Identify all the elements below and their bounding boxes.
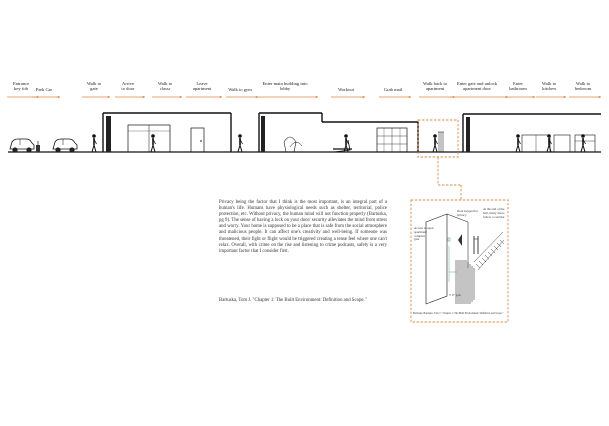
gate-icon <box>438 132 444 152</box>
timeline-step-label: Walk to bedroom <box>574 81 592 92</box>
person-figure-icon <box>92 134 97 152</box>
note-corridor: At the end of the hall, many doors follow a corridor <box>483 207 505 219</box>
timeline-step-label: Park Car <box>35 87 53 92</box>
apartment-interior <box>463 114 601 152</box>
timeline-step-label: Walk to gym <box>228 87 252 92</box>
timeline-step-label: Entrance key fob <box>12 81 30 92</box>
timeline-step-label: Walk to classr <box>157 81 173 92</box>
timeline-arrow-head <box>409 96 411 99</box>
timeline-step-label: Walk back to apartment <box>422 81 448 92</box>
timeline-arrow-head <box>564 96 566 99</box>
timeline-arrow-head <box>533 96 535 99</box>
person-figure-icon <box>547 134 552 152</box>
timeline-arrow-head <box>599 96 601 99</box>
note-gate-height: 5' 6" gate <box>449 293 461 297</box>
timeline-arrow-head <box>363 96 365 99</box>
timeline-step-label: Workout <box>338 87 354 92</box>
car-2-icon <box>53 139 77 153</box>
person-figure-icon <box>581 134 586 152</box>
timeline-step-label: Walk to gate <box>86 81 102 92</box>
car-1-icon <box>10 139 34 153</box>
timeline-step-label: Arrive to door <box>121 81 135 92</box>
timeline-step-label: Enter bathroom <box>509 81 527 92</box>
treadmill-icon <box>333 140 352 152</box>
callout-connector <box>411 120 508 322</box>
gate-detail-drawing <box>426 214 504 304</box>
timeline-step-label: Grab mail <box>383 87 403 92</box>
person-figure-icon <box>238 134 243 152</box>
timeline-arrow-head <box>143 96 145 99</box>
timeline-step-label: Enter gate and unlock apartment door <box>456 81 498 92</box>
timeline-arrow-head <box>58 96 60 99</box>
timeline-step-label: Enter main building into lobby <box>262 81 308 92</box>
note-gate-access: Access to upon apartment complex gate <box>414 226 434 242</box>
person-figure-icon <box>151 134 156 152</box>
timeline-step-label: Leave apartment <box>192 81 212 92</box>
main-building <box>259 113 418 152</box>
essay-paragraph: Privacy being the factor that I think is the most important, is an integral part of a human's life. Humans have physiological needs such as shelter, territorial, police protection, etc. Without privacy, the human mind will not function properly (Bartuska, pg 9). The sense of having a lock on your door/ security alleviates the mind from stress and worry. Your home is supposed to be a place that is safe from the social atmosphere and malicious people. It can affect one's creativity and well-being. If someone was threatened, their fight or flight would be triggered creating a tense feel where one can't relax. Overall, with crime on the rise and listening to crime podcasts, safety is a very important factor that I consider first. <box>219 200 387 254</box>
timeline-arrow-head <box>180 96 182 99</box>
essay-citation: Bartuska, Tom J. "Chapter 1: The Built Environment: Definition and Scope." <box>219 298 367 303</box>
apartment-building <box>103 113 231 152</box>
person-figure-icon <box>433 134 438 152</box>
timeline-step-label: Walk to kitchen <box>541 81 557 92</box>
person-figure-icon <box>516 134 521 152</box>
timeline-arrow-head <box>108 96 110 99</box>
note-door-keypad: Door keypad for privacy <box>457 209 479 217</box>
timeline-arrow-head <box>220 96 222 99</box>
timeline-arrows <box>7 96 601 99</box>
key-post-icon <box>36 141 40 152</box>
timeline-arrow-head <box>316 96 318 99</box>
detail-caption: Bartuska, Bartuska, Tom J. "Chapter 1: The Built Environment: Definition and Scope." <box>413 312 504 315</box>
